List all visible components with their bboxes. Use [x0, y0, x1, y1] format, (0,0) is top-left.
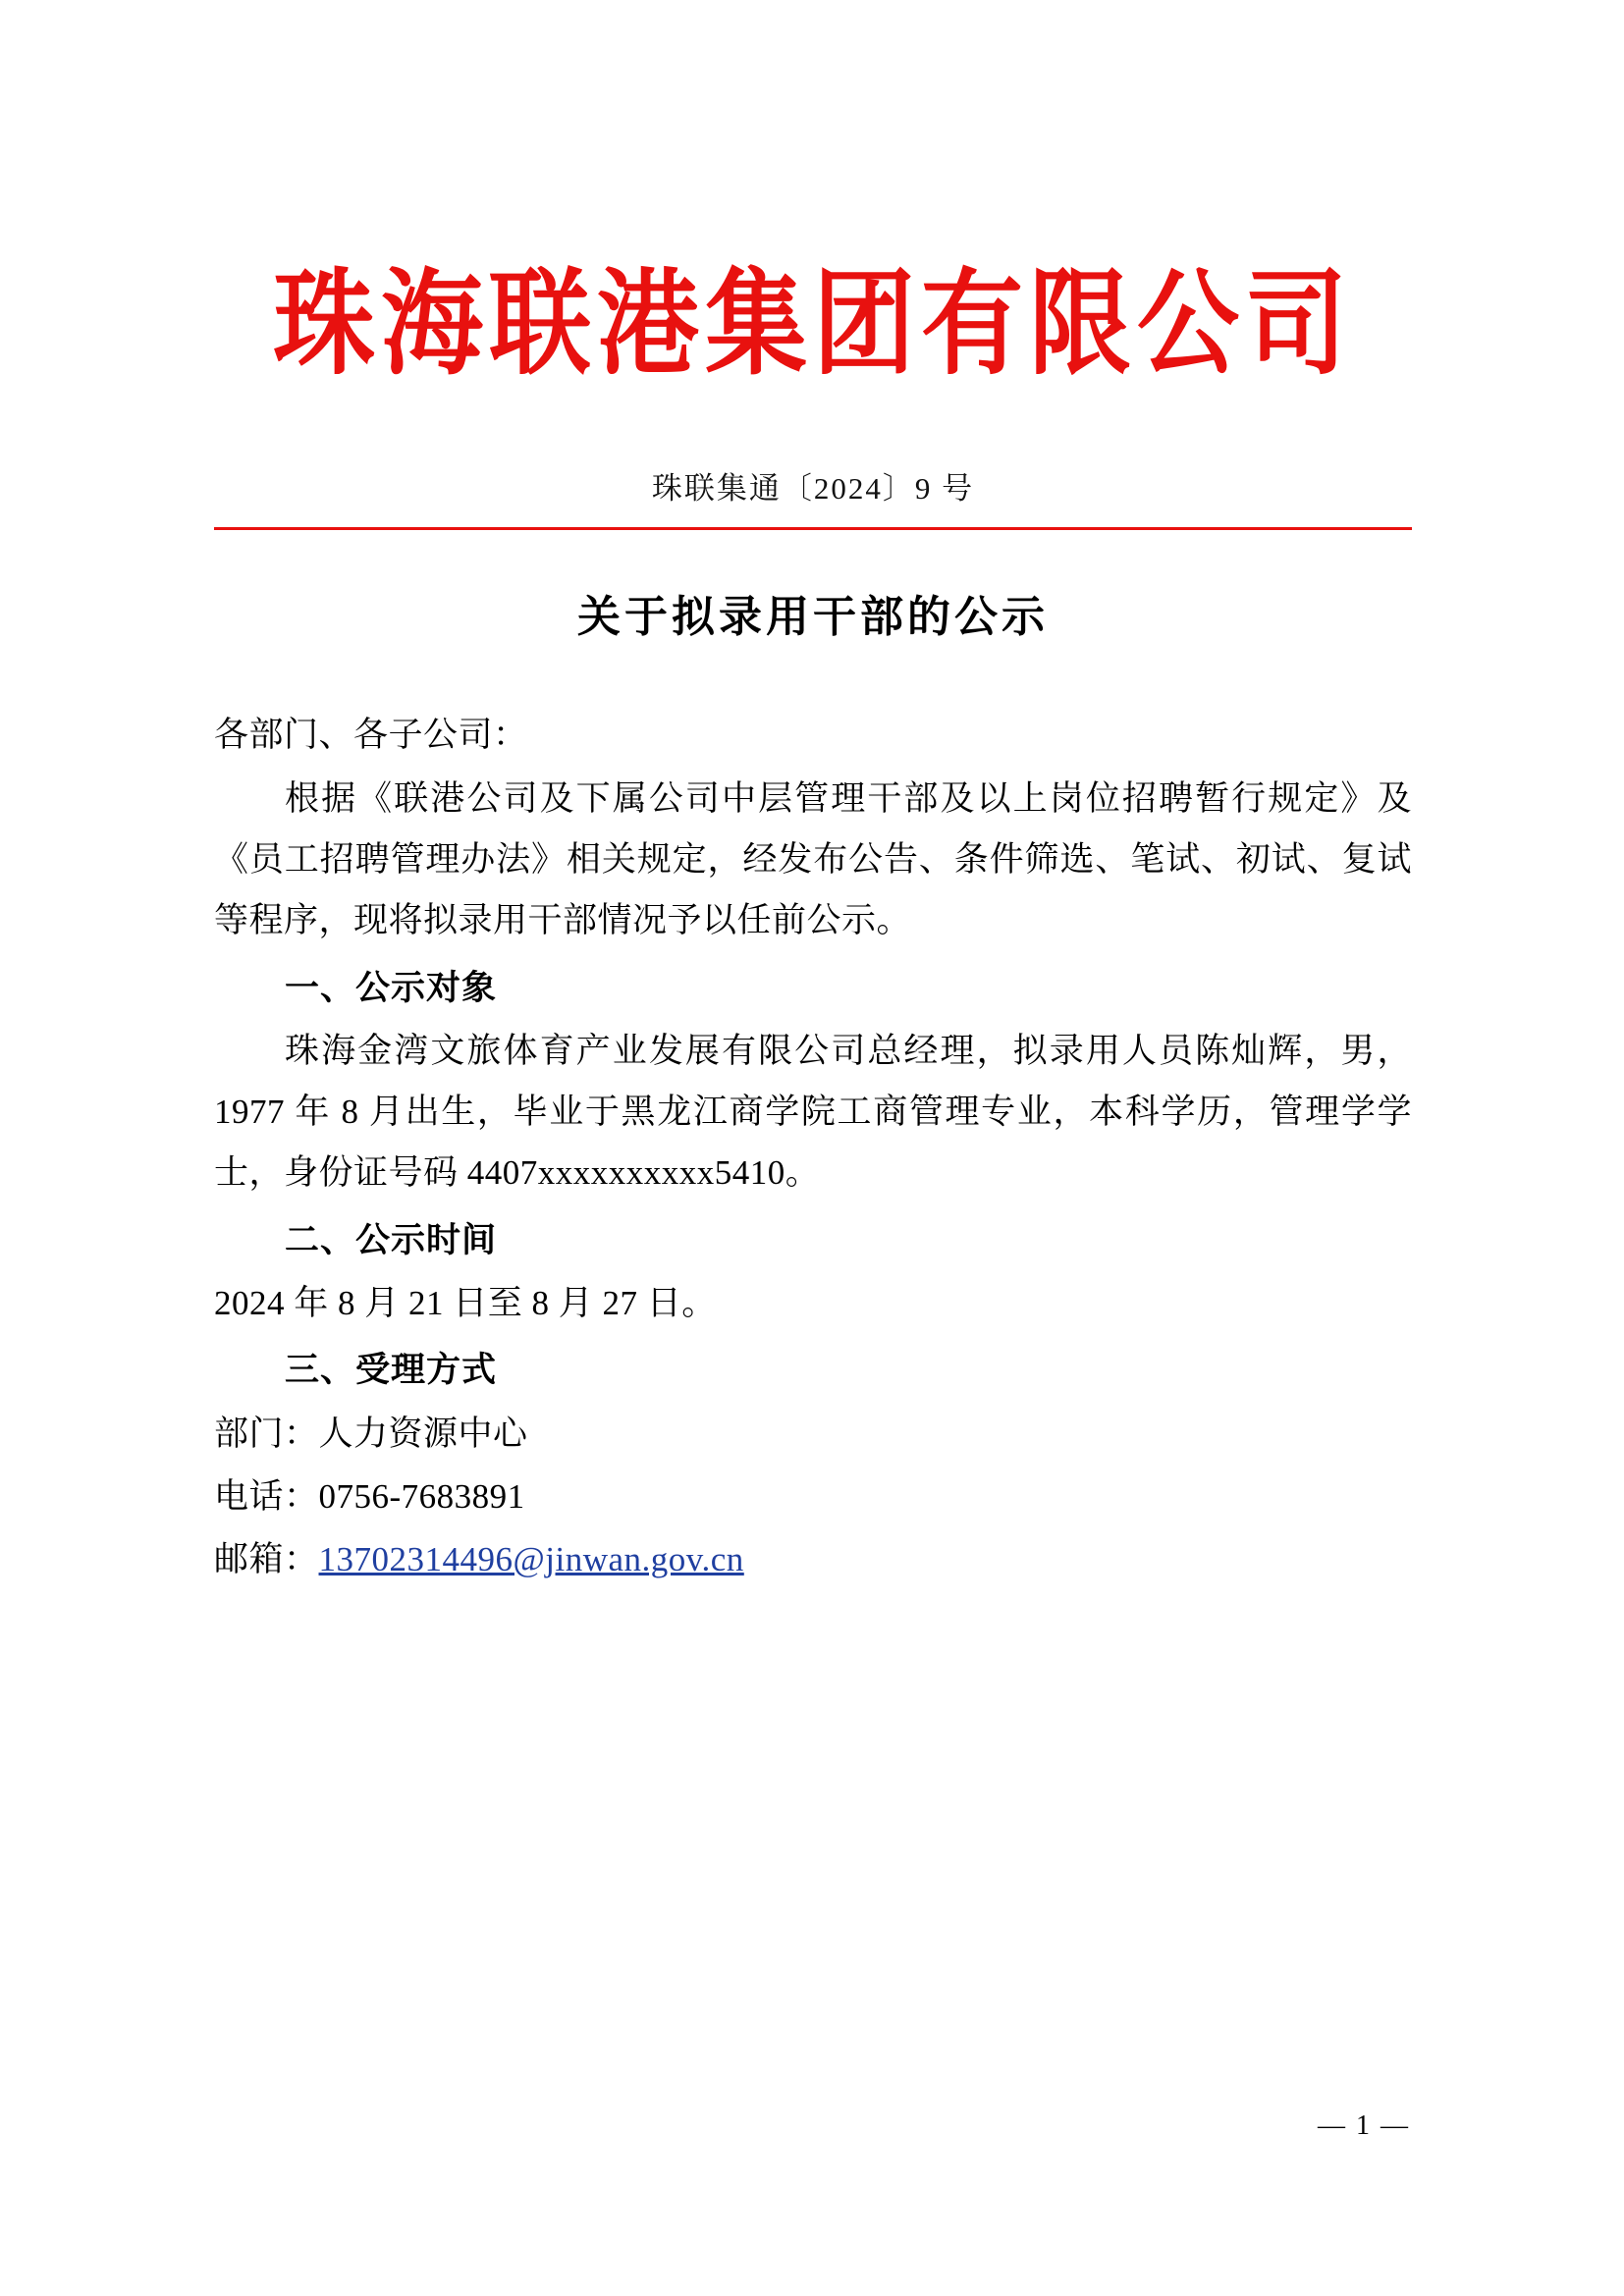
contact-email-link[interactable]: 13702314496@jinwan.gov.cn: [318, 1540, 744, 1579]
document-number: 珠联集通〔2024〕9 号: [651, 471, 975, 507]
section-heading-2: 二、公示时间: [285, 1220, 498, 1259]
section-heading-1: 一、公示对象: [285, 968, 498, 1007]
contact-phone: 电话：0756-7683891: [214, 1476, 525, 1516]
document-title: 关于拟录用干部的公示: [577, 593, 1049, 642]
section-body-2: 2024 年 8 月 21 日至 8 月 27 日。: [214, 1283, 717, 1322]
section-heading-3: 三、受理方式: [285, 1351, 498, 1390]
contact-department: 部门：人力资源中心: [214, 1414, 528, 1453]
page-number: — 1 —: [1318, 2110, 1410, 2141]
salutation: 各部门、各子公司：: [214, 716, 528, 755]
document-body: [214, 705, 1412, 1590]
preamble-paragraph: 根据《联港公司及下属公司中层管理干部及以上岗位招聘暂行规定》及《员工招聘管理办法》相关规定，经发布公告、条件筛选、笔试、初试、复试等程序，现将拟录用干部情况予以任前公示。: [214, 778, 1412, 940]
section-body-1: 珠海金湾文旅体育产业发展有限公司总经理，拟录用人员陈灿辉，男，1977 年 8 月出生，毕业于黑龙江商学院工商管理专业，本科学历，管理学学士，身份证号码 4407xxxxxxxxxx5410。: [214, 1031, 1412, 1193]
document-content: [214, 0, 1412, 1592]
company-masthead: 珠海联港集团有限公司: [272, 260, 1353, 389]
red-divider-rule: [214, 527, 1412, 530]
contact-email-label: 邮箱：: [214, 1540, 319, 1579]
contact-email-row: [214, 1529, 1412, 1590]
